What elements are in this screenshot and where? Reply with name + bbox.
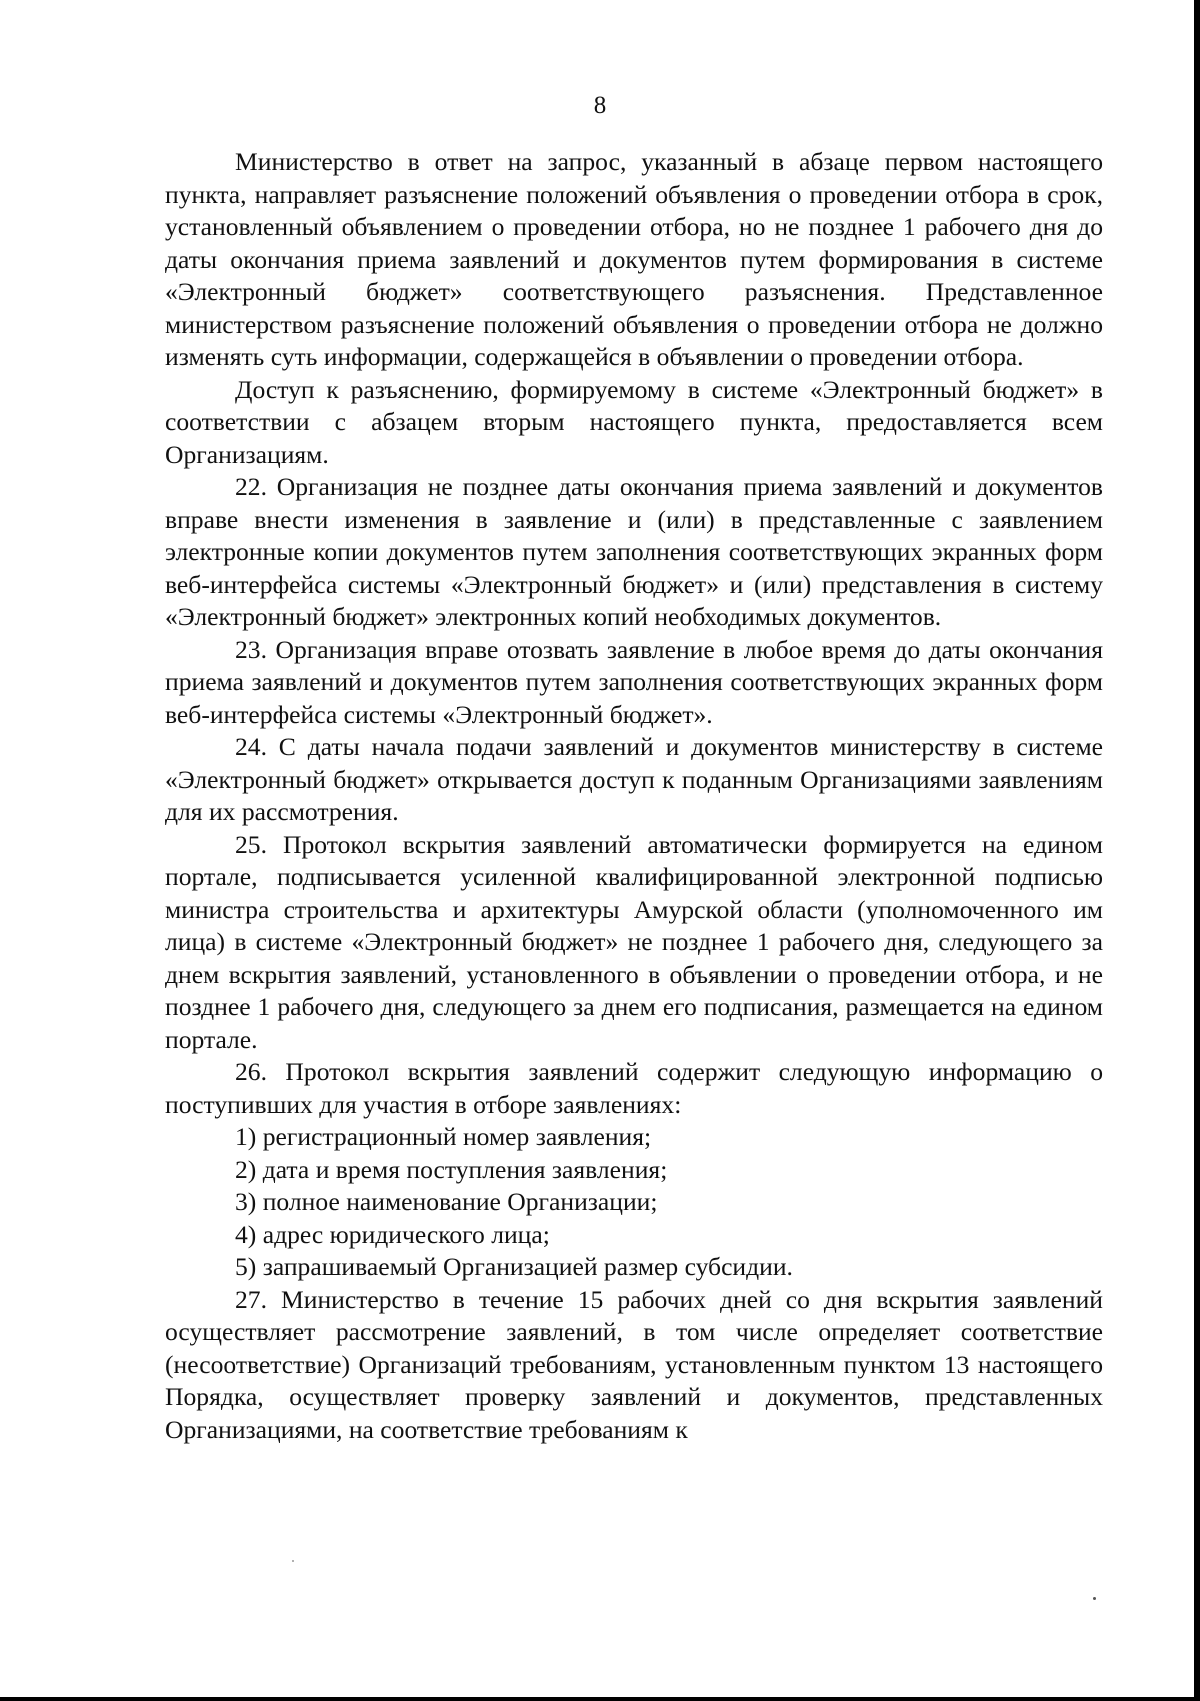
- paragraph: 22. Организация не позднее даты окончания приема заявлений и документов вправе внести изменения в заявление и (или) в представленные с заявлением электронные копии документов путем заполнения соответствующих экранных форм веб-интерфейса системы «Электронный бюджет» и (или) представления в систему «Электронный бюджет» электронных копий необходимых документов.: [165, 472, 1103, 631]
- list-item: 5) запрашиваемый Организацией размер субсидии.: [235, 1252, 793, 1281]
- list-item: 4) адрес юридического лица;: [235, 1219, 550, 1249]
- paragraph: Министерство в ответ на запрос, указанный в абзаце первом настоящего пункта, направляет разъяснение положений объявления о проведении отбора в срок, установленный объявлением о проведении отбора, но не позднее 1 рабочего дня до даты окончания приема заявлений и документов путем формирования в системе «Электронный бюджет» соответствующего разъяснения. Представленное министерством разъяснение положений объявления о проведении отбора не должно изменять суть информации, содержащейся в объявлении о проведении отбора.: [165, 147, 1103, 371]
- scan-edge-right: [1194, 0, 1200, 1701]
- scan-speck: [1093, 1597, 1096, 1600]
- list-item: 1) регистрационный номер заявления;: [235, 1122, 652, 1151]
- document-body: [165, 146, 1103, 1446]
- scan-speck: [292, 1560, 294, 1562]
- paragraph: 24. С даты начала подачи заявлений и документов министерству в системе «Электронный бюджет» открывается доступ к поданным Организациями заявлениям для их рассмотрения.: [165, 732, 1103, 826]
- paragraph: Доступ к разъяснению, формируемому в системе «Электронный бюджет» в соответствии с абзацем вторым настоящего пункта, предоставляется всем Организациям.: [165, 374, 1103, 469]
- paragraph: 23. Организация вправе отозвать заявление в любое время до даты окончания приема заявлений и документов путем заполнения соответствующих экранных форм веб-интерфейса системы «Электронный бюджет».: [165, 634, 1103, 729]
- paragraph: 26. Протокол вскрытия заявлений содержит следующую информацию о поступивших для участия в отборе заявлениях:: [165, 1057, 1103, 1119]
- list-item: 2) дата и время поступления заявления;: [235, 1154, 668, 1184]
- paragraph: 27. Министерство в течение 15 рабочих дней со дня вскрытия заявлений осуществляет рассмотрение заявлений, в том числе определяет соответствие (несоответствие) Организаций требованиям, установленным пунктом 13 настоящего Порядка, осуществляет проверку заявлений и документов, представленных Организациями, на соответствие требованиям к: [165, 1284, 1103, 1444]
- page-number: 8: [593, 92, 607, 119]
- paragraph: 25. Протокол вскрытия заявлений автоматически формируется на едином портале, подписывается усиленной квалифицированной электронной подписью министра строительства и архитектуры Амурской области (уполномоченного им лица) в системе «Электронный бюджет» не позднее 1 рабочего дня, следующего за днем вскрытия заявлений, установленного в объявлении о проведении отбора, и не позднее 1 рабочего дня, следующего за днем его подписания, размещается на едином портале.: [165, 829, 1103, 1054]
- list-item: 3) полное наименование Организации;: [235, 1187, 658, 1216]
- scan-edge-bottom: [0, 1697, 1200, 1701]
